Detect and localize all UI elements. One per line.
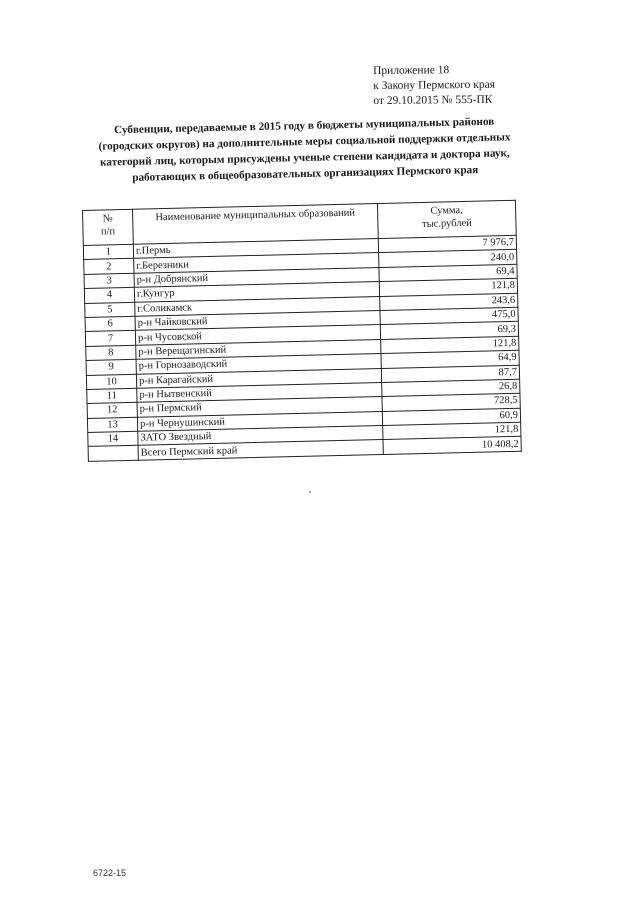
row-num: 11	[87, 388, 137, 404]
title-line-1: Субвенции, передаваемые в 2015 году в бюджеты муниципальных районов	[113, 115, 495, 137]
subsidy-table-wrap	[82, 200, 522, 462]
row-sum: 240,0	[379, 250, 517, 268]
row-name: р-н Чусовской	[135, 325, 380, 345]
row-name: р-н Верещагинский	[136, 339, 381, 359]
annex-law-date: от 29.10.2015 № 555-ПК	[373, 93, 493, 107]
row-name: р-н Чайковский	[135, 310, 380, 330]
footer-code: 6722-15	[93, 868, 127, 878]
row-name: Всего Пермский край	[138, 440, 383, 460]
header-sum-line2: тыс.рублей	[421, 217, 472, 230]
row-name: г.Березники	[134, 253, 379, 273]
row-sum: 10 408,2	[383, 437, 521, 455]
row-sum: 121,8	[383, 422, 521, 440]
row-sum: 87,7	[381, 365, 519, 383]
row-sum: 69,4	[379, 264, 517, 282]
row-num: 2	[84, 259, 134, 275]
row-sum: 60,9	[382, 408, 520, 426]
row-name: р-н Чернушинский	[137, 411, 382, 431]
row-sum: 243,6	[380, 293, 518, 311]
annex-number: Приложение 18	[373, 64, 450, 77]
row-num	[88, 446, 138, 462]
row-name: г.Соликамск	[135, 296, 380, 316]
header-num	[83, 209, 134, 245]
row-num: 4	[84, 287, 134, 303]
row-num: 7	[85, 331, 135, 347]
row-name: г.Пермь	[133, 239, 378, 259]
row-num: 3	[84, 273, 134, 289]
row-name: ЗАТО Звездный	[138, 426, 383, 446]
row-num: 14	[88, 431, 138, 447]
row-sum: 69,3	[380, 322, 518, 340]
row-num: 10	[86, 374, 136, 390]
subsidy-table	[82, 200, 522, 462]
title-line-3: категорий лиц, которым присуждены ученые степени кандидата и доктора наук,	[99, 147, 510, 169]
row-num: 6	[85, 316, 135, 332]
table-body	[83, 235, 521, 461]
row-sum: 64,9	[381, 350, 519, 368]
header-num-line2: п/п	[100, 226, 116, 238]
row-num: 1	[83, 244, 133, 260]
header-num-line1: №	[102, 213, 113, 225]
row-sum: 475,0	[380, 307, 518, 325]
row-name: р-н Карагайский	[136, 368, 381, 388]
row-num: 12	[87, 403, 137, 419]
row-sum: 26,8	[382, 379, 520, 397]
header-sum	[377, 200, 516, 238]
annex-block	[373, 63, 495, 109]
row-name: р-н Горнозаводский	[136, 354, 381, 374]
row-sum: 121,8	[379, 278, 517, 296]
row-num: 5	[85, 302, 135, 318]
title-line-2: (городских округов) на дополнительные меры социальной поддержки отдельных	[98, 131, 511, 153]
annex-law-ref: к Закону Пермского края	[373, 78, 496, 92]
row-name: р-н Добрянский	[134, 267, 379, 287]
title-line-4: работающих в общеобразовательных организациях Пермского края	[132, 164, 479, 184]
row-num: 13	[87, 417, 137, 433]
row-sum: 728,5	[382, 394, 520, 412]
row-name: р-н Пермский	[137, 397, 382, 417]
header-name: Наименование муниципальных образований	[132, 204, 378, 245]
document-title	[86, 113, 523, 187]
row-num: 8	[86, 345, 136, 361]
row-sum: 7 976,7	[378, 235, 516, 253]
row-sum: 121,8	[381, 336, 519, 354]
row-name: р-н Нытвенский	[137, 382, 382, 402]
row-num: 9	[86, 359, 136, 375]
row-name: г.Кунгур	[134, 282, 379, 302]
scan-speck	[309, 491, 311, 493]
header-sum-line1: Сумма,	[430, 205, 463, 217]
